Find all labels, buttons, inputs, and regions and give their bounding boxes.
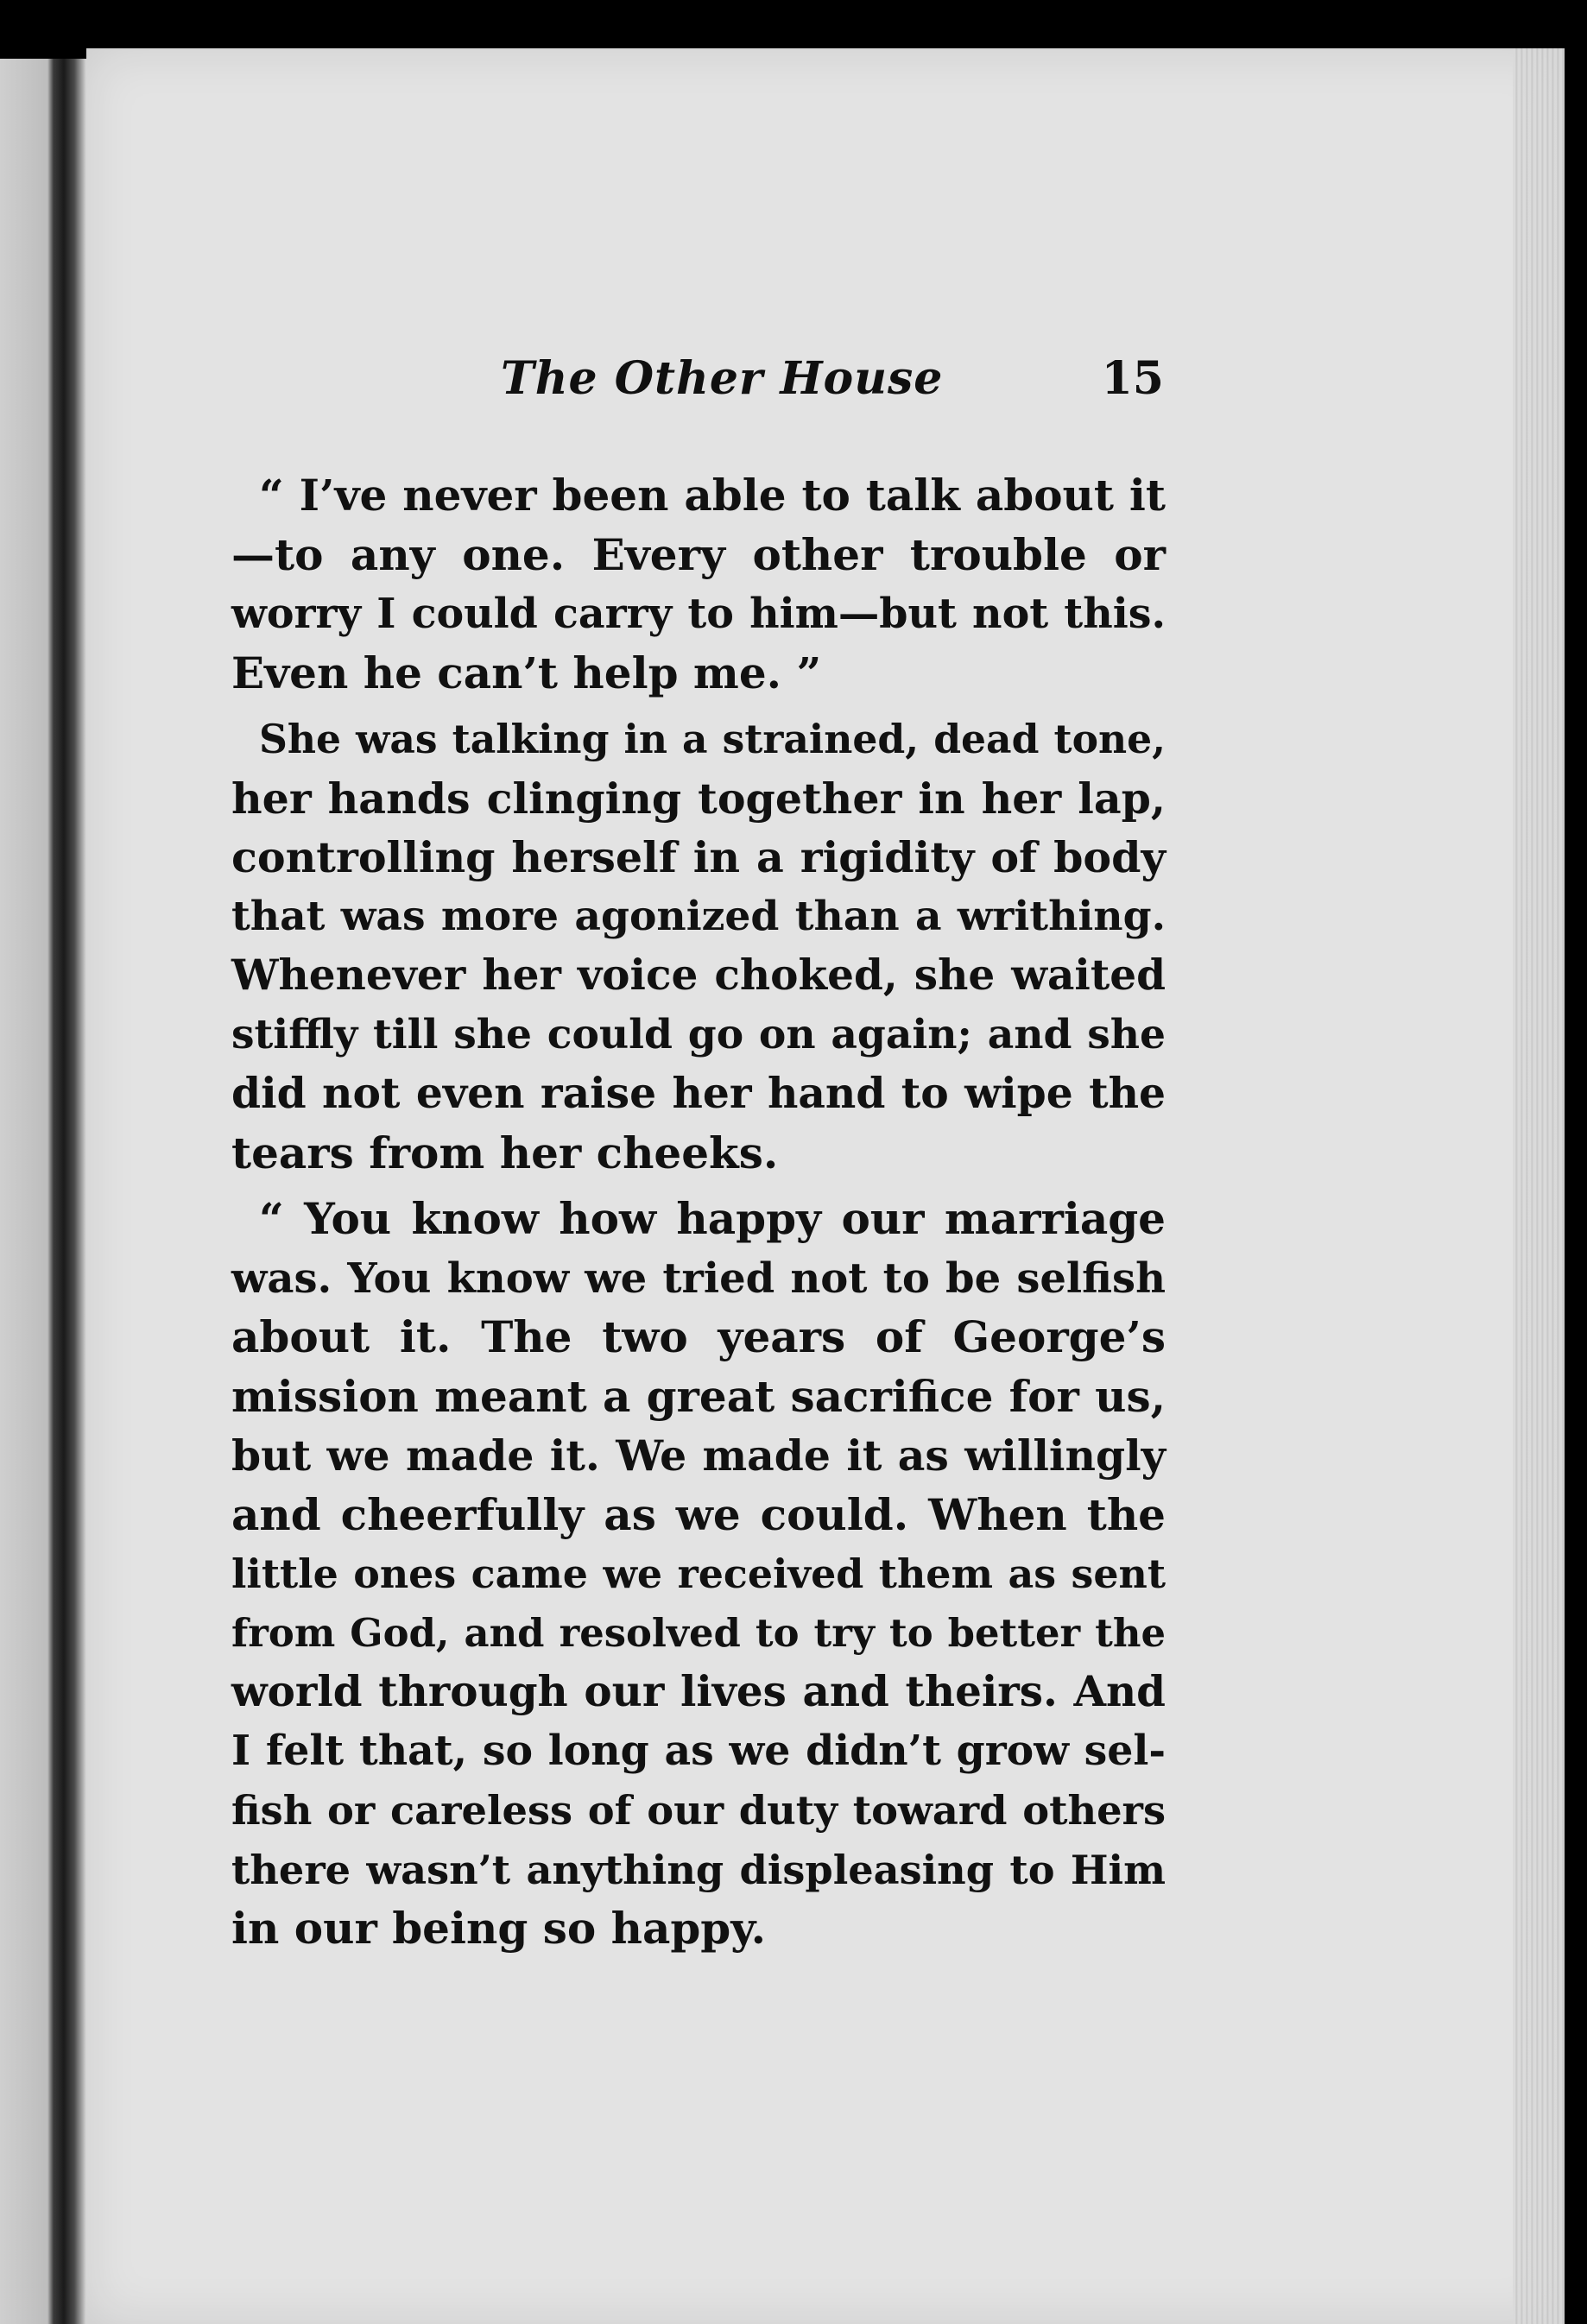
- text-line: stiffly till she could go on again; and she: [231, 1010, 1166, 1058]
- page-number: 15: [1101, 352, 1164, 405]
- text-line: did not even raise her hand to wipe the: [231, 1069, 1166, 1118]
- text-line: “ You know how happy our marriage: [259, 1193, 1166, 1244]
- text-line: worry I could carry to him—but not this.: [231, 590, 1166, 638]
- text-line: world through our lives and theirs. And: [231, 1668, 1166, 1716]
- text-line: about it. The two years of George’s: [231, 1311, 1166, 1362]
- text-line: tears from her cheeks.: [231, 1127, 779, 1178]
- text-line: controlling herself in a rigidity of body: [231, 832, 1166, 882]
- text-line: and cheerfully as we could. When the: [231, 1488, 1166, 1540]
- running-title: The Other House: [501, 352, 944, 405]
- text-line: She was talking in a strained, dead tone,: [259, 716, 1166, 762]
- book-spine: [0, 59, 86, 2324]
- text-line: there wasn’t anything displeasing to Him: [231, 1846, 1166, 1893]
- text-line: mission meant a great sacrifice for us,: [231, 1370, 1166, 1422]
- text-line: —to any one. Every other trouble or: [231, 528, 1166, 580]
- paragraph: [231, 710, 1166, 1183]
- text-line: her hands clinging together in her lap,: [231, 773, 1166, 824]
- text-line: Even he can’t help me. ”: [231, 647, 822, 698]
- text-line: “ I’ve never been able to talk about it: [259, 470, 1166, 521]
- body-text: [231, 466, 1166, 1966]
- paragraph: [231, 1190, 1166, 1959]
- text-line: was. You know we tried not to be selfish: [231, 1254, 1166, 1303]
- text-line: I felt that, so long as we didn’t grow sel-: [231, 1727, 1166, 1775]
- text-line: Whenever her voice choked, she waited: [231, 950, 1166, 1000]
- text-line: in our being so happy.: [231, 1903, 766, 1954]
- text-line: from God, and resolved to try to better the: [231, 1609, 1166, 1656]
- text-line: little ones came we received them as sent: [231, 1550, 1166, 1597]
- text-line: but we made it. We made it as willingly: [231, 1430, 1166, 1481]
- running-head: [501, 352, 1174, 421]
- paragraph: [231, 466, 1166, 703]
- page-edge-stack: [1513, 48, 1565, 2324]
- text-line: fish or careless of our duty toward others: [231, 1787, 1166, 1834]
- text-line: that was more agonized than a writhing.: [231, 892, 1166, 940]
